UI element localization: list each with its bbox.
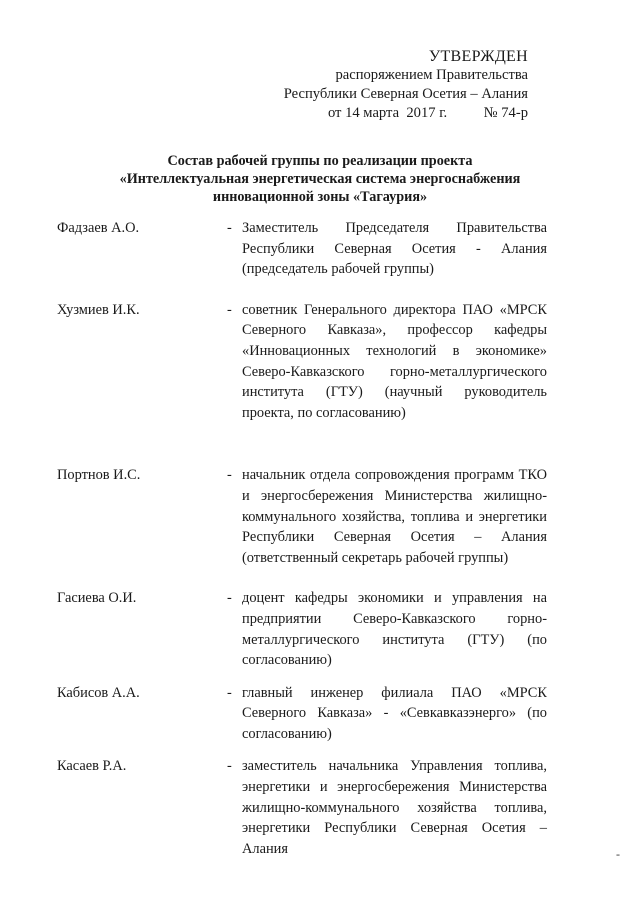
heading-line-2: «Интеллектуальная энергетическая система энергоснабжения: [119, 171, 521, 187]
member-row: [57, 756, 547, 859]
member-name: Касаев Р.А.: [57, 758, 127, 775]
member-dash: -: [227, 684, 232, 701]
member-row: [57, 683, 547, 745]
edge-mark: -: [616, 847, 620, 861]
member-name: Хузмиев И.К.: [57, 301, 140, 318]
member-row: [57, 465, 547, 568]
member-row: [57, 588, 547, 670]
member-dash: -: [227, 220, 232, 236]
member-row: [57, 300, 547, 424]
approval-date-number: от 14 марта 2017 г. № 74-р: [327, 105, 528, 121]
document-heading: [60, 152, 580, 206]
member-dash: -: [227, 758, 232, 775]
approval-line-2: Республики Северная Осетия – Алания: [283, 86, 528, 102]
approval-stamp: [284, 47, 528, 123]
member-name: Кабисов А.А.: [57, 684, 140, 701]
member-row: [57, 218, 547, 280]
member-role: главный инженер филиала ПАО «МРСК Северного Кавказа» - «Севкавказэнерго» (по согласованию): [242, 684, 547, 742]
member-role: советник Генерального директора ПАО «МРСК Северного Кавказа», профессор кафедры «Инновационных технологий в экономике» Северо-Кавказского горно-металлургического института (ГТУ) (научный руководитель проекта, по согласованию): [242, 301, 547, 421]
approval-line-1: распоряжением Правительства: [335, 67, 528, 83]
member-dash: -: [227, 467, 232, 484]
member-role: начальник отдела сопровождения программ ТКО и энергосбережения Министерства жилищно-коммунального хозяйства, топлива и энергетики Республики Северная Осетия – Алания (ответственный секретарь рабочей группы): [242, 467, 547, 566]
member-role: заместитель начальника Управления топлива, энергетики и энергосбережения Министерства жилищно-коммунального хозяйства топлива, энергетики Республики Северная Осетия – Алания: [242, 758, 547, 857]
member-role: доцент кафедры экономики и управления на предприятии Северо-Кавказского горно-металлургического института (ГТУ) (по согласованию): [242, 590, 547, 669]
member-name: Гасиева О.И.: [57, 590, 137, 607]
approval-title: УТВЕРЖДЕН: [428, 48, 528, 65]
member-name: Портнов И.С.: [57, 467, 141, 484]
member-role: Заместитель Председателя Правительства Республики Северная Осетия - Алания (председатель рабочей группы): [242, 220, 547, 278]
member-dash: -: [227, 301, 232, 318]
members-list: [57, 218, 547, 859]
heading-line-1: Состав рабочей группы по реализации проекта: [167, 153, 473, 169]
member-dash: -: [227, 590, 232, 607]
member-name: Фадзаев А.О.: [57, 220, 140, 236]
heading-line-3: инновационной зоны «Тагаурия»: [212, 189, 428, 205]
